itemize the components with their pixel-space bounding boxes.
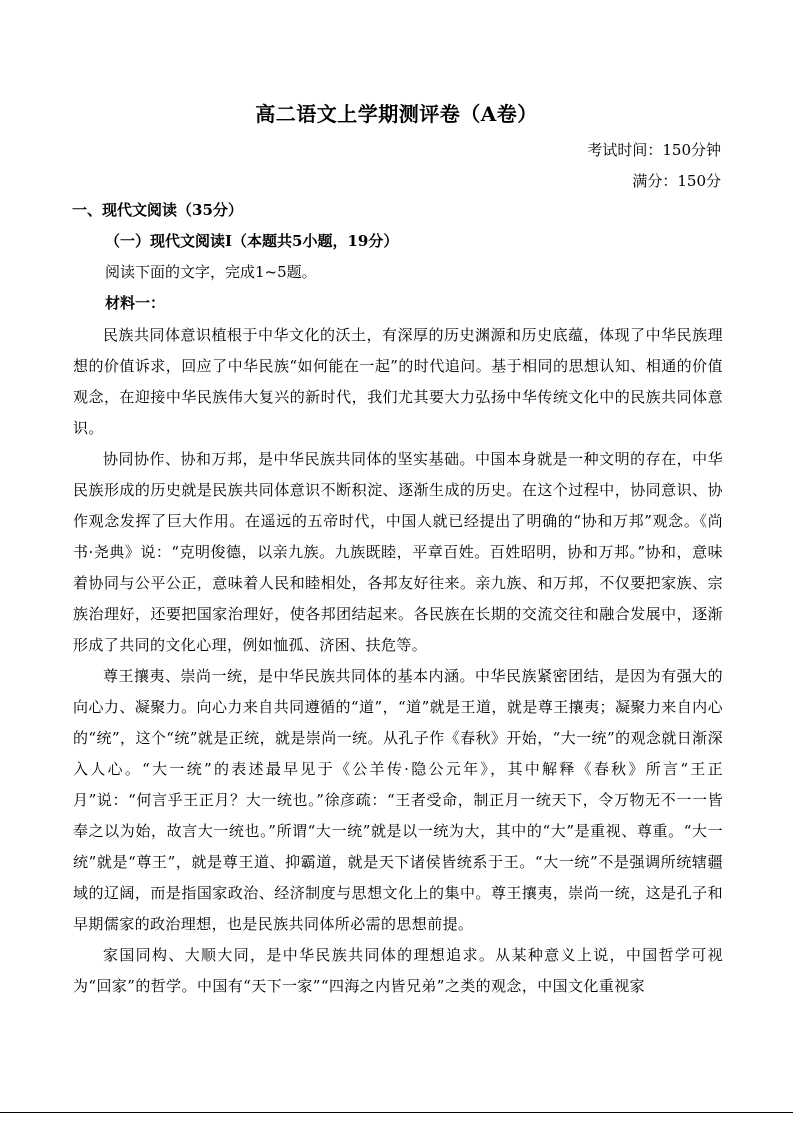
passage-paragraph: 家国同构、大顺大同，是中华民族共同体的理想追求。从某种意义上说，中国哲学可视为“回家”的哲学。中国有“天下一家”“四海之内皆兄弟”之类的观念，中国文化重视家 <box>73 946 723 995</box>
passage-paragraph: 民族共同体意识植根于中华文化的沃土，有深厚的历史渊源和历史底蕴，体现了中华民族理想的价值诉求，回应了中华民族“如何能在一起”的时代追问。基于相同的思想认知、相通的价值观念，在迎接中华民族伟大复兴的新时代，我们尤其要大力弘扬中华传统文化中的民族共同体意识。 <box>73 326 723 437</box>
passage-paragraph: 尊王攘夷、崇尚一统，是中华民族共同体的基本内涵。中华民族紧密团结，是因为有强大的向心力、凝聚力。向心力来自共同遵循的“道”，“道”就是王道，就是尊王攘夷；凝聚力来自内心的“统”，这个“统”就是正统，就是崇尚一统。从孔子作《春秋》开始，“大一统”的观念就日渐深入人心。“大一统”的表述最早见于《公羊传·隐公元年》，其中解释《春秋》所言“王正月”说：“何言乎王正月？大一统也。”徐彦疏：“王者受命，制正月一统天下，令万物无不一一皆奉之以为始，故言大一统也。”所谓“大一统”就是以一统为大，其中的“大”是重视、尊重。“大一统”就是“尊王”，就是尊王道、抑霸道，就是天下诸侯皆统系于王。“大一统”不是强调所统辖疆域的辽阔，而是指国家政治、经济制度与思想文化上的集中。尊王攘夷，崇尚一统，这是孔子和早期儒家的政治理想，也是民族共同体所必需的思想前提。 <box>73 667 723 933</box>
subsection-heading: （一）现代文阅读Ⅰ（本题共5小题，19分） <box>105 232 399 250</box>
exam-title: 高二语文上学期测评卷（A卷） <box>255 102 538 126</box>
passage-paragraph: 协同协作、协和万邦，是中华民族共同体的坚实基础。中国本身就是一种文明的存在，中华民族形成的历史就是民族共同体意识不断积淀、逐渐生成的历史。在这个过程中，协同意识、协作观念发挥了巨大作用。在遥远的五帝时代，中国人就已经提出了明确的“协和万邦”观念。《尚书·尧典》说：“克明俊德，以亲九族。九族既睦，平章百姓。百姓昭明，协和万邦。”协和，意味着协同与公平公正，意味着人民和睦相处，各邦友好往来。亲九族、和万邦，不仅要把家族、宗族治理好，还要把国家治理好，使各邦团结起来。各民族在长期的交流交往和融合发展中，逐渐形成了共同的文化心理，例如恤孤、济困、扶危等。 <box>73 450 723 654</box>
exam-time: 考试时间：150分钟 <box>587 141 721 159</box>
page-bottom-divider <box>0 1112 793 1113</box>
full-score: 满分：150分 <box>632 172 721 190</box>
passage-body <box>73 320 723 1002</box>
material-label: 材料一： <box>105 294 166 312</box>
section-heading: 一、现代文阅读（35分） <box>72 201 243 219</box>
reading-instruction: 阅读下面的文字，完成1~5题。 <box>105 263 317 281</box>
